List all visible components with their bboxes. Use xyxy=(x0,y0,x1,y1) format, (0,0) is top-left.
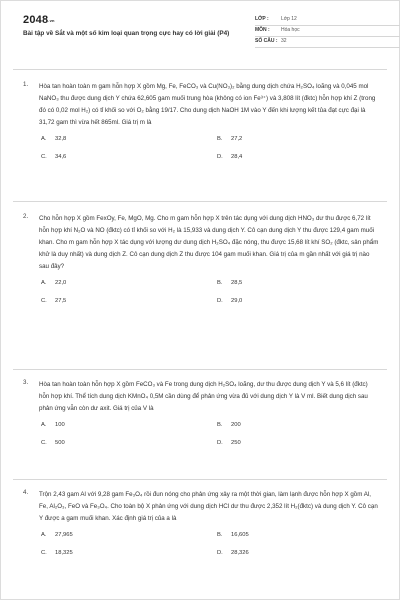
question-divider xyxy=(13,369,387,370)
meta-info xyxy=(255,15,400,48)
question-text: Cho hỗn hợp X gồm FexOy, Fe, MgO, Mg. Cho m gam hỗn hợp X trên tác dụng với dung dịch HNO₃ dư thu được 6,72 lít hỗn hợp khí N₂O và NO (đktc) có tỉ khối so với H₂ là 15,933 và dung dịch Y. Cô cạn dung dịch Y thu được 129,4 gam muối khan. Cho m gam hỗn hợp X tác dụng với lượng dư dung dịch H₂SO₄ đặc nóng, thu được 15,68 lít khí SO₂ (đktc, sản phẩm khử là duy nhất) và dung dịch Z. Cô cạn dung dịch Z thu được 104 gam muối khan. Giá trị của m gần nhất với giá trị nào sau đây? xyxy=(39,215,379,270)
option-key: D. xyxy=(217,154,223,160)
meta-value: Lớp 12 xyxy=(281,16,297,23)
option-key: D. xyxy=(217,550,223,556)
option-b[interactable] xyxy=(217,531,249,539)
option-c[interactable] xyxy=(41,549,73,557)
option-d[interactable] xyxy=(217,549,249,557)
question-text: Hòa tan hoàn toàn hỗn hợp X gồm FeCO₃ và Fe trong dung dịch H₂SO₄ loãng, dư thu được dung dịch Y và 5,6 lít (đktc) hỗn hợp khí. Thể tích dung dịch KMnO₄ 0,5M cần dùng để phản ứng vừa đủ với dung dịch Y là V ml. Biết dung dịch sau phản ứng vẫn còn dư axit. Giá trị của V là xyxy=(39,381,368,412)
question-text: Hòa tan hoàn toàn m gam hỗn hợp X gồm Mg, Fe, FeCO₃ và Cu(NO₃)₂ bằng dung dịch chứa H₂SO₄ loãng và 0,045 mol NaNO₃ thu được dung dịch Y chứa 62,605 gam muối trung hòa (không có ion Fe³⁺) và 3,808 lít (đktc) hỗn hợp khí Z (trong đó có 0,02 mol H₂) có tỉ khối so với O₂ bằng 19/17. Cho dung dịch NaOH 1M vào Y đến khi lượng kết tủa đạt cực đại là 31,72 gam thì vừa hết 865ml. Giá trị m là xyxy=(39,83,376,126)
option-key: A. xyxy=(41,136,47,142)
option-value: 27,5 xyxy=(55,298,67,304)
meta-value: 32 xyxy=(281,38,287,45)
option-key: C. xyxy=(41,550,47,556)
option-a[interactable] xyxy=(41,135,66,143)
option-key: B. xyxy=(217,422,223,428)
option-value: 27,965 xyxy=(55,532,73,538)
option-value: 22,0 xyxy=(55,280,67,286)
question-2 xyxy=(23,213,379,311)
option-key: B. xyxy=(217,532,223,538)
option-c[interactable] xyxy=(41,153,66,161)
meta-label: SỐ CÂU : xyxy=(255,38,278,45)
question-4 xyxy=(23,489,379,563)
option-key: A. xyxy=(41,532,47,538)
option-value: 29,0 xyxy=(231,298,243,304)
option-value: 32,8 xyxy=(55,136,67,142)
answer-options xyxy=(39,129,379,167)
option-value: 16,605 xyxy=(231,532,249,538)
option-key: B. xyxy=(217,136,223,142)
question-number: 2. xyxy=(23,213,29,220)
option-key: B. xyxy=(217,280,223,286)
question-1 xyxy=(23,81,379,167)
option-d[interactable] xyxy=(217,153,242,161)
option-key: A. xyxy=(41,280,47,286)
option-value: 500 xyxy=(55,440,65,446)
meta-label: LỚP : xyxy=(255,16,269,23)
question-divider xyxy=(13,479,387,480)
meta-value: Hóa học xyxy=(281,27,300,34)
option-key: C. xyxy=(41,298,47,304)
question-divider xyxy=(13,201,387,202)
page-header xyxy=(23,13,383,59)
answer-options xyxy=(39,273,379,311)
document-title: Bài tập về Sắt và một số kim loại quan trọng cực hay có lời giải (P4) xyxy=(23,30,230,37)
question-3 xyxy=(23,379,379,453)
option-key: C. xyxy=(41,440,47,446)
option-value: 200 xyxy=(231,422,241,428)
option-value: 18,325 xyxy=(55,550,73,556)
question-number: 4. xyxy=(23,489,29,496)
meta-label: MÔN : xyxy=(255,27,270,34)
option-value: 250 xyxy=(231,440,241,446)
option-a[interactable] xyxy=(41,531,73,539)
option-b[interactable] xyxy=(217,421,241,429)
option-value: 28,4 xyxy=(231,154,243,160)
option-c[interactable] xyxy=(41,439,65,447)
option-value: 27,2 xyxy=(231,136,243,142)
option-value: 100 xyxy=(55,422,65,428)
option-b[interactable] xyxy=(217,279,242,287)
header-divider xyxy=(13,69,387,70)
option-b[interactable] xyxy=(217,135,242,143)
option-d[interactable] xyxy=(217,439,241,447)
option-d[interactable] xyxy=(217,297,242,305)
logo-text: 2048 xyxy=(23,14,49,26)
meta-row-subject xyxy=(255,26,400,37)
option-c[interactable] xyxy=(41,297,66,305)
option-value: 34,6 xyxy=(55,154,67,160)
question-number: 1. xyxy=(23,81,29,88)
meta-row-class xyxy=(255,15,400,26)
option-value: 28,326 xyxy=(231,550,249,556)
option-a[interactable] xyxy=(41,279,66,287)
question-number: 3. xyxy=(23,379,29,386)
option-key: D. xyxy=(217,440,223,446)
meta-row-question-count xyxy=(255,37,400,48)
option-key: A. xyxy=(41,422,47,428)
option-a[interactable] xyxy=(41,421,65,429)
option-key: C. xyxy=(41,154,47,160)
answer-options xyxy=(39,525,379,563)
option-value: 28,5 xyxy=(231,280,243,286)
logo-suffix: .vn xyxy=(48,18,55,23)
question-text: Trộn 2,43 gam Al với 9,28 gam Fe₃O₄ rồi đun nóng cho phản ứng xảy ra một thời gian, làm lạnh được hỗn hợp X gồm Al, Fe, Al₂O₃, FeO và Fe₃O₄. Cho toàn bộ X phản ứng với dung dịch HCl dư thu được 2,352 lít H₂(đktc) và dung dịch Y. Cô cạn Y được a gam muối khan. Xác định giá trị của a là xyxy=(39,491,378,522)
option-key: D. xyxy=(217,298,223,304)
answer-options xyxy=(39,415,379,453)
